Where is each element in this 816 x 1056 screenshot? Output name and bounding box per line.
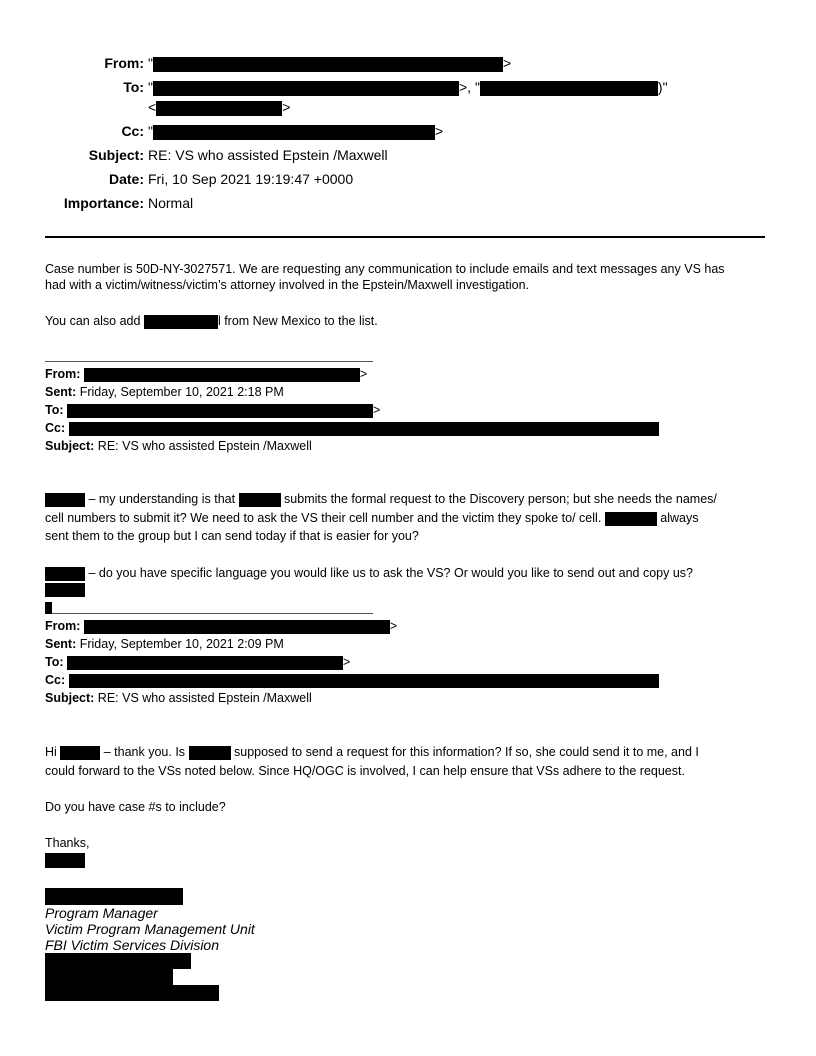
redaction-block	[45, 567, 85, 581]
redaction-block	[45, 985, 219, 1001]
subject-label: Subject:	[88, 147, 144, 163]
quoted2-to-label: To:	[45, 655, 64, 669]
redaction-block	[45, 583, 85, 597]
importance-label: Importance:	[63, 195, 144, 211]
quoted1-from	[45, 367, 367, 382]
body-paragraph-2-start: You can also add	[45, 314, 144, 328]
redaction-block	[45, 493, 85, 507]
to-prefix: "	[148, 79, 153, 95]
redaction-block	[45, 888, 183, 905]
to-mid: >, "	[458, 79, 480, 95]
quoted2-cc	[45, 673, 659, 688]
signature-title: Program Manager	[45, 905, 158, 921]
quoted1-text: submits the formal request to the Discovery person; but she needs the names/	[280, 492, 717, 506]
header-divider	[45, 236, 765, 238]
redaction-block	[144, 315, 218, 329]
redaction-block	[67, 656, 343, 670]
quoted1-text: always	[656, 511, 699, 525]
quoted1-paragraph-1-line-1	[45, 491, 717, 507]
quoted1-from-label: From:	[45, 367, 81, 381]
cc-prefix: "	[148, 123, 153, 139]
quoted1-to	[45, 403, 380, 418]
redaction-block	[69, 422, 659, 436]
from-value	[148, 55, 511, 72]
redaction-block	[153, 57, 503, 72]
redaction-block	[239, 493, 281, 507]
cc-suffix: >	[434, 123, 444, 139]
quoted2-subject-label: Subject:	[45, 691, 95, 705]
date-label: Date:	[108, 171, 144, 187]
importance-value: Normal	[148, 195, 194, 211]
quoted1-paragraph-2	[45, 565, 693, 581]
quoted2-to	[45, 655, 350, 670]
quoted1-cc	[45, 421, 659, 436]
quoted2-subject	[45, 691, 312, 705]
to-label: To:	[123, 79, 144, 95]
quoted2-text: supposed to send a request for this information? If so, she could send it to me, and I	[230, 745, 699, 759]
quoted2-text: – thank you. Is	[100, 745, 189, 759]
redaction-block	[605, 512, 657, 526]
redaction-block	[60, 746, 100, 760]
quoted1-sent-value: Friday, September 10, 2021 2:18 PM	[79, 385, 284, 399]
quoted1-text: – do you have specific language you would like us to ask the VS? Or would you like to send out and copy us?	[85, 566, 694, 580]
quote-separator	[52, 613, 373, 614]
quoted2-thanks: Thanks,	[45, 836, 90, 850]
quoted1-text: cell numbers to submit it? We need to ask the VS their cell number and the victim they spoke to/ cell.	[45, 511, 605, 525]
redaction-block	[67, 404, 373, 418]
redaction-block	[84, 620, 390, 634]
quote-separator	[45, 361, 373, 362]
quoted1-subject	[45, 439, 312, 453]
quoted1-subject-value: RE: VS who assisted Epstein /Maxwell	[97, 439, 312, 453]
quoted1-sent	[45, 385, 284, 399]
quoted1-to-suffix: >	[373, 403, 381, 417]
quoted1-text: – my understanding is that	[85, 492, 239, 506]
quoted1-cc-label: Cc:	[45, 421, 66, 435]
signature-unit: Victim Program Management Unit	[45, 921, 255, 937]
quoted1-sent-label: Sent:	[45, 385, 77, 399]
quoted2-sent-label: Sent:	[45, 637, 77, 651]
body-paragraph-1-line-2: had with a victim/witness/victim’s attorney involved in the Epstein/Maxwell investigation.	[45, 278, 530, 292]
to-line2-prefix: <	[148, 99, 157, 115]
to-suffix: )"	[657, 79, 668, 95]
cc-label: Cc:	[121, 123, 144, 139]
quoted2-from-label: From:	[45, 619, 81, 633]
quoted2-to-suffix: >	[343, 655, 351, 669]
quoted2-paragraph-1-line-2: could forward to the VSs noted below. Since HQ/OGC is involved, I can help ensure that VSs adhere to the request.	[45, 764, 685, 778]
redaction-block	[45, 953, 191, 969]
quoted2-cc-label: Cc:	[45, 673, 66, 687]
quoted1-from-suffix: >	[359, 367, 368, 381]
signature-division: FBI Victim Services Division	[45, 937, 220, 953]
body-paragraph-1-line-1: Case number is 50D-NY-3027571. We are requesting any communication to include emails and text messages any VS has	[45, 262, 725, 276]
redaction-block	[156, 101, 282, 116]
redaction-block	[153, 81, 459, 96]
redaction-block	[45, 853, 85, 868]
to-value-line2	[148, 99, 290, 116]
quoted2-sent-value: Friday, September 10, 2021 2:09 PM	[79, 637, 284, 651]
from-suffix: >	[502, 55, 512, 71]
quoted1-paragraph-1-line-3: sent them to the group but I can send today if that is easier for you?	[45, 529, 419, 543]
quoted1-paragraph-1-line-2	[45, 510, 698, 526]
to-line2-suffix: >	[282, 99, 291, 115]
quoted2-paragraph-2: Do you have case #s to include?	[45, 800, 226, 814]
body-paragraph-2	[45, 313, 378, 329]
quoted2-text: Hi	[45, 745, 61, 759]
redaction-block	[84, 368, 360, 382]
from-label: From:	[104, 55, 144, 71]
quoted2-subject-value: RE: VS who assisted Epstein /Maxwell	[97, 691, 312, 705]
redaction-block	[69, 674, 659, 688]
quoted2-from-suffix: >	[389, 619, 398, 633]
quoted2-sent	[45, 637, 284, 651]
redaction-block	[189, 746, 231, 760]
redaction-block	[45, 602, 52, 614]
date-value: Fri, 10 Sep 2021 19:19:47 +0000	[148, 171, 354, 187]
cc-value	[148, 123, 443, 140]
redaction-block	[153, 125, 435, 140]
from-prefix: "	[148, 55, 153, 71]
quoted2-from	[45, 619, 397, 634]
quoted2-paragraph-1-line-1	[45, 744, 699, 760]
quoted1-subject-label: Subject:	[45, 439, 95, 453]
body-paragraph-2-end: l from New Mexico to the list.	[217, 314, 378, 328]
redaction-block	[480, 81, 658, 96]
subject-value: RE: VS who assisted Epstein /Maxwell	[148, 147, 388, 163]
redaction-block	[45, 969, 173, 985]
to-value	[148, 79, 668, 96]
quoted1-to-label: To:	[45, 403, 64, 417]
